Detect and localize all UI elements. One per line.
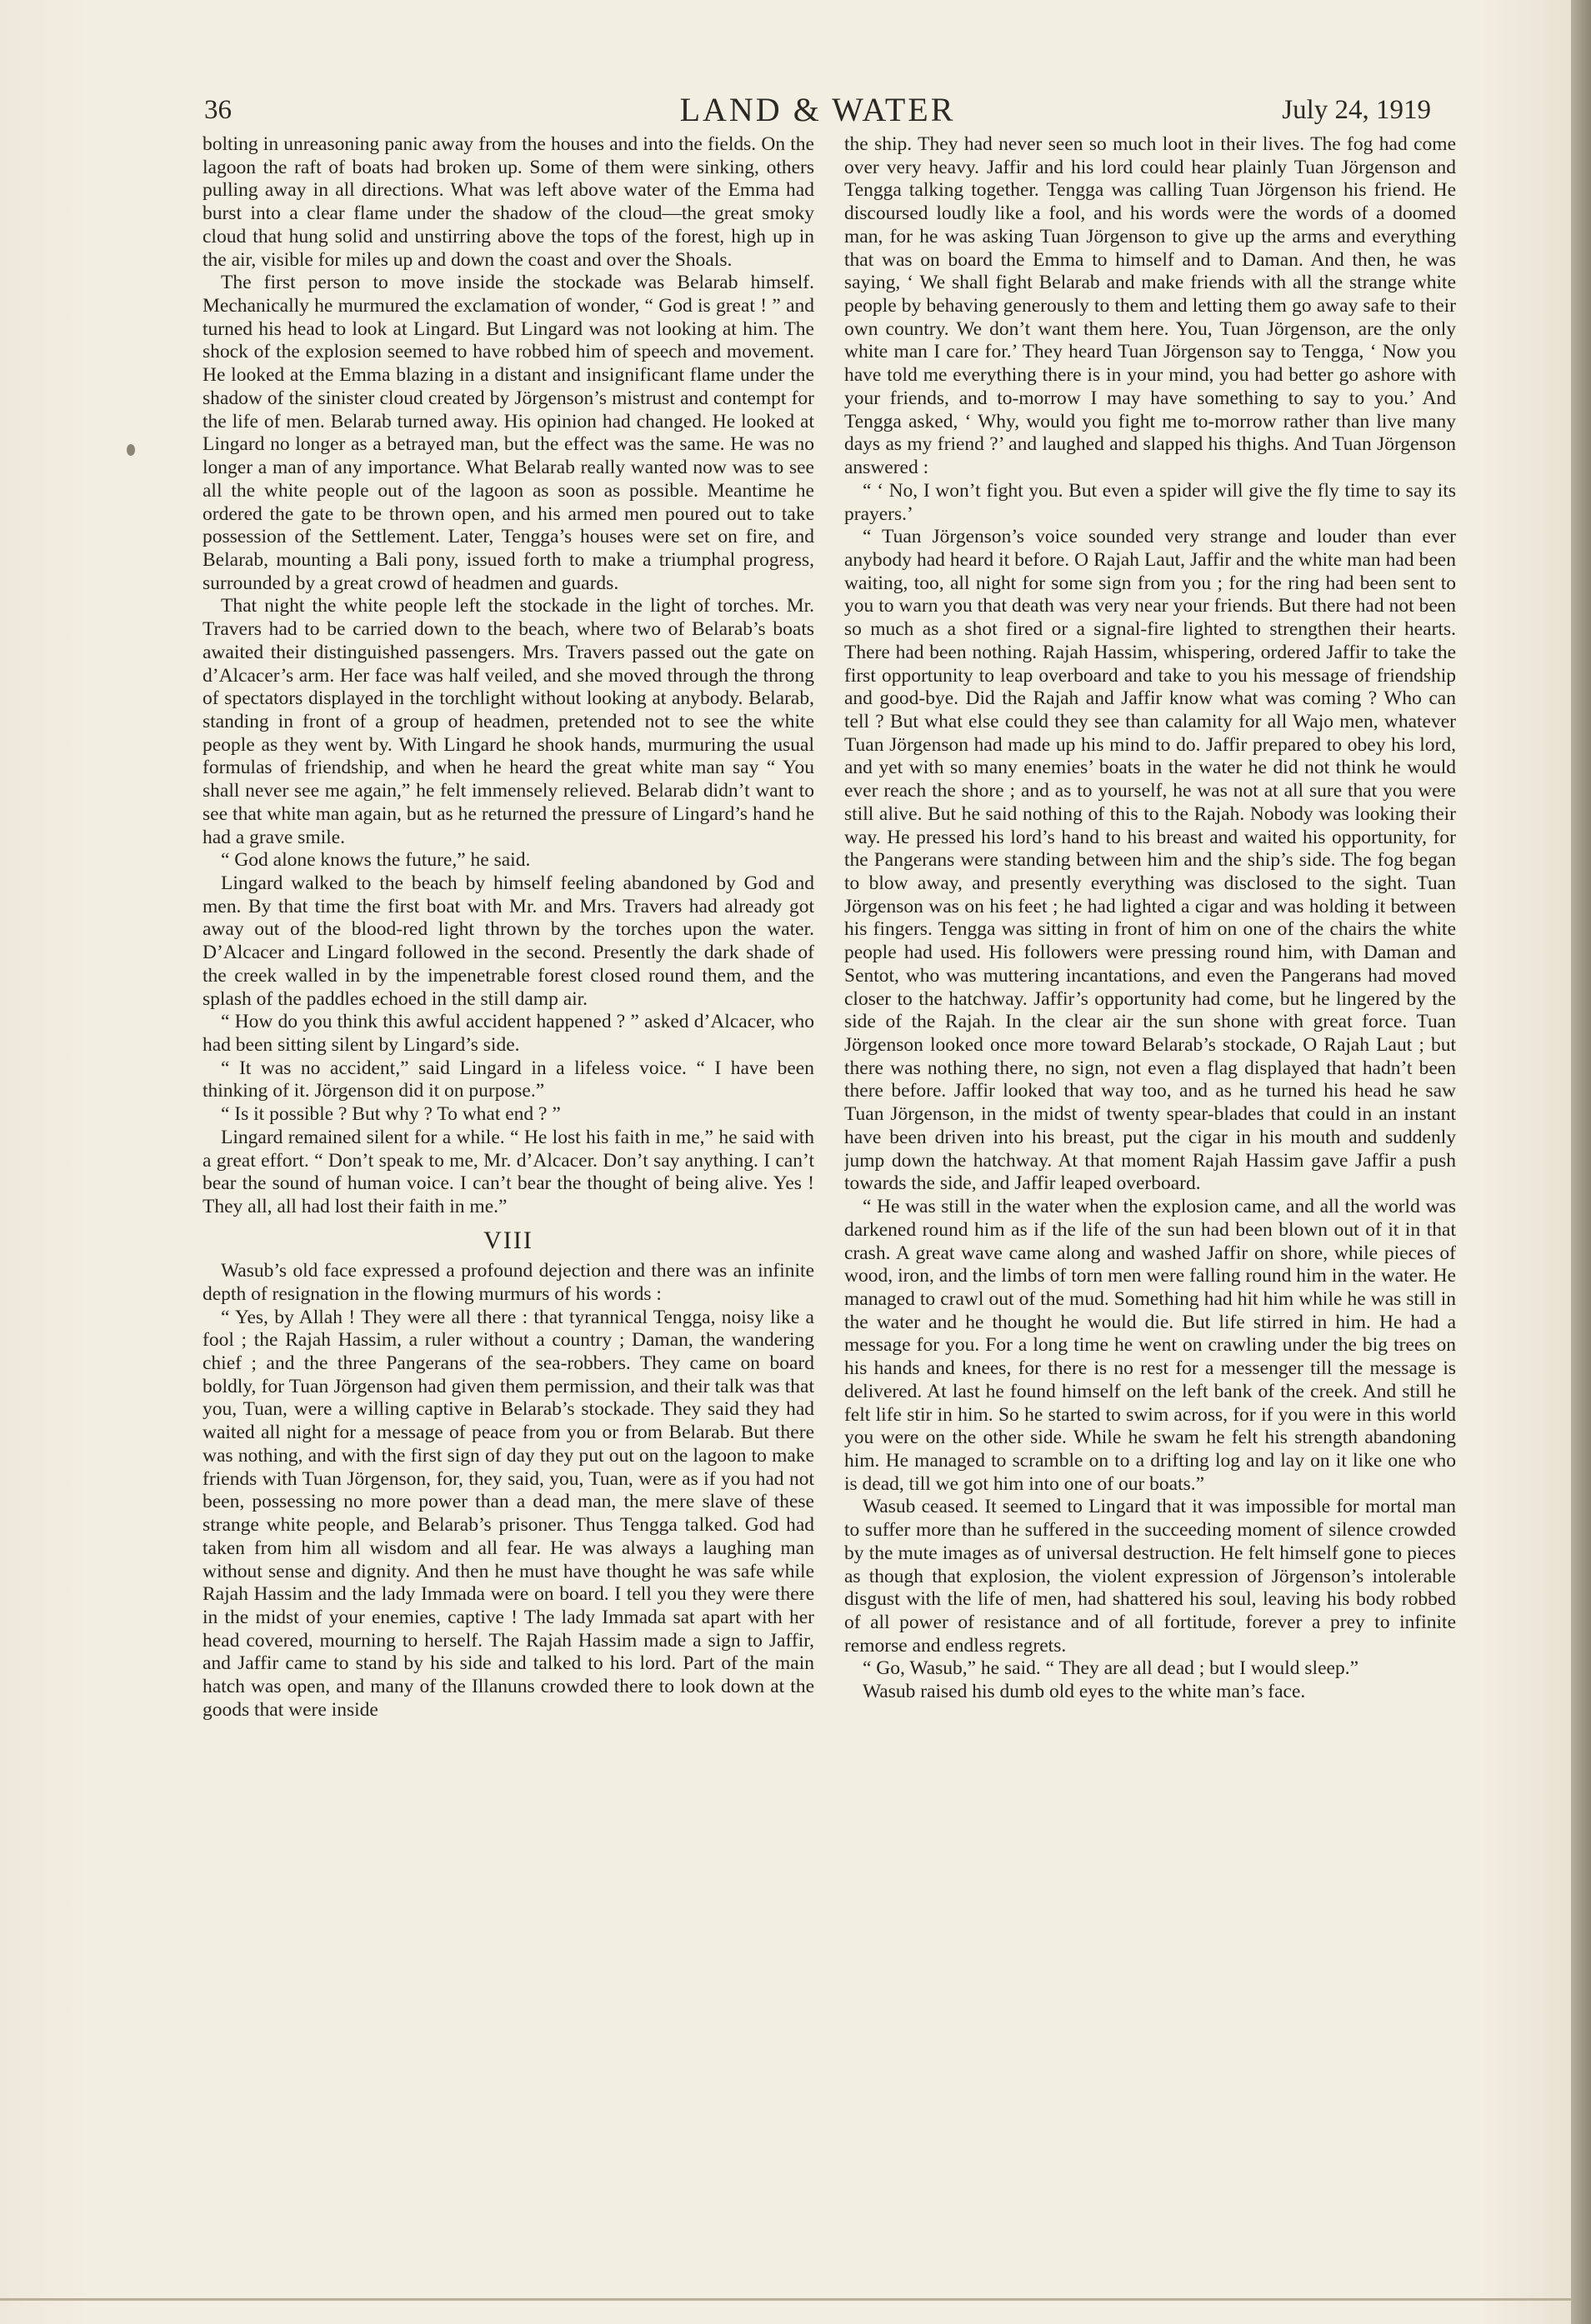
paragraph: the ship. They had never seen so much loot in their lives. The fog had come over very heavy. Jaffir and his lord could hear plainly Tuan Jörgenson and Tengga talking together. Tengga was calling Tuan Jörgenson his friend. He discoursed loudly like a fool, and his words were the words of a doomed man, for he was asking Tuan Jörgenson to give up the arms and everything that was on board the Emma to himself and to Daman. And then, he was saying, ‘ We shall fight Belarab and make friends with all the strange white people by behaving generously to them and letting them go away safe to their own country. We don’t want them here. You, Tuan Jörgenson, are the only white man I care for.’ They heard Tuan Jörgenson say to Tengga, ‘ Now you have told me everything there is in your mind, you had better go ashore with your friends, and to-morrow I may have something to say to you.’ And Tengga asked, ‘ Why, would you fight me to-morrow rather than live many days as my friend ?’ and laughed and slapped his thighs. And Tuan Jörgenson answered :: [844, 133, 1456, 479]
left-column: [203, 133, 814, 2250]
paragraph: Lingard walked to the beach by himself feeling abandoned by God and men. By that time the first boat with Mr. and Mrs. Travers had already got away out of the blood-red light thrown by the torches upon the water. D’Alcacer and Lingard followed in the second. Presently the dark shade of the creek walled in by the impenetrable forest closed round them, and the splash of the paddles echoed in the still damp air.: [203, 872, 814, 1010]
paragraph: “ It was no accident,” said Lingard in a lifeless voice. “ I have been thinking of it. Jörgenson did it on purpose.”: [203, 1057, 814, 1102]
paragraph: “ How do you think this awful accident happened ? ” asked d’Alcacer, who had been sitting silent by Lingard’s side.: [203, 1011, 814, 1057]
paragraph: Wasub ceased. It seemed to Lingard that it was impossible for mortal man to suffer more than he suffered in the succeeding moment of silence crowded by the mute images as of universal destruction. He felt himself gone to pieces as though that explosion, the violent expression of Jörgenson’s intolerable disgust with the life of men, had shattered his soul, leaving his body robbed of all power of resistance and of all fortitude, forever a prey to infinite remorse and endless regrets.: [844, 1496, 1456, 1657]
masthead-title: LAND & WATER: [679, 91, 956, 128]
paragraph: Lingard remained silent for a while. “ He lost his faith in me,” he said with a great effort. “ Don’t speak to me, Mr. d’Alcacer. Don’t say anything. I can’t bear the sound of human voice. I can’t bear the thought of being alive. Yes ! They all, all had lost their faith in me.”: [203, 1126, 814, 1218]
page-number: 36: [204, 95, 232, 125]
paragraph: That night the white people left the stockade in the light of torches. Mr. Travers had to be carried down to the beach, where two of Belarab’s boats awaited their distinguished passengers. Mrs. Travers passed out the gate on d’Alcacer’s arm. Her face was half veiled, and she moved through the throng of spectators displayed in the torchlight without looking at anybody. Belarab, standing in front of a group of headmen, pretended not to see the white people as they went by. With Lingard he shook hands, murmuring the usual formulas of friendship, and when he heard the great white man say “ You shall never see me again,” he felt immensely relieved. Belarab didn’t want to see that white man again, but as he returned the pressure of Lingard’s hand he had a grave smile.: [203, 595, 814, 848]
paragraph: “ He was still in the water when the explosion came, and all the world was darkened round him as if the life of the sun had been blown out of it in that crash. A great wave came along and washed Jaffir on shore, while pieces of wood, iron, and the limbs of torn men were falling round him in the water. He managed to crawl out of the mud. Something had hit him while he was still in the water and he thought he would die. But life stirred in him. He had a message for you. For a long time he went on crawling under the big trees on his hands and knees, for there is no rest for a messenger till the message is delivered. At last he found himself on the left bank of the creek. And still he felt life stir in him. So he started to swim across, for if you were in this world you were on the other side. While he swam he felt his strength abandoning him. He managed to scramble on to a drifting log and lay on it like one who is dead, till we got him into one of our boats.”: [844, 1196, 1456, 1495]
issue-date: July 24, 1919: [1282, 95, 1431, 125]
paragraph: Wasub raised his dumb old eyes to the white man’s face.: [863, 1681, 1306, 1703]
paragraph: “ Yes, by Allah ! They were all there : that tyrannical Tengga, noisy like a fool ; the Rajah Hassim, a ruler without a country ; Daman, the wandering chief ; and the three Pangerans of the sea-robbers. They came on board boldly, for Tuan Jörgenson had given them permission, and their talk was that you, Tuan, were a willing captive in Belarab’s stockade. They said they had waited all night for a message of peace from you or from Belarab. But there was nothing, and with the first sign of day they put out on the lagoon to make friends with Tuan Jörgenson, for, they said, you, Tuan, were as if you had not been, possessing no more power than a dead man, the mere slave of these strange white people, and Belarab’s prisoner. Thus Tengga talked. God had taken from him all wisdom and all fear. He was always a laughing man without sense and dignity. And then he must have thought he was safe while Rajah Hassim and the lady Immada were on board. I tell you they were there in the midst of your enemies, captive ! The lady Immada sat apart with her head covered, mourning to herself. The Rajah Hassim made a sign to Jaffir, and Jaffir came to stand by his side and talked to his lord. Part of the main hatch was open, and many of the Illanuns crowded there to look down at the goods that were inside: [203, 1306, 814, 1721]
chapter-heading: VIII: [483, 1226, 533, 1254]
paragraph: bolting in unreasoning panic away from the houses and into the fields. On the lagoon the raft of boats had broken up. Some of them were sinking, others pulling away in all directions. What was left above water of the Emma had burst into a clear flame under the shadow of the cloud—the great smoky cloud that hung solid and unstirring above the tops of the forest, high up in the air, visible for miles up and down the coast and over the Shoals.: [203, 133, 814, 271]
paragraph: Wasub’s old face expressed a profound dejection and there was an infinite depth of resignation in the flowing murmurs of his words :: [203, 1260, 814, 1305]
paper-blemish: [127, 444, 135, 456]
paragraph: “ God alone knows the future,” he said.: [221, 849, 531, 872]
paragraph: “ Is it possible ? But why ? To what end ? ”: [221, 1103, 561, 1126]
paragraph: “ ‘ No, I won’t fight you. But even a spider will give the fly time to say its prayers.’: [844, 479, 1456, 525]
paragraph: The first person to move inside the stockade was Belarab himself. Mechanically he murmured the exclamation of wonder, “ God is great ! ” and turned his head to look at Lingard. But Lingard was not looking at him. The shock of the explosion seemed to have robbed him of speech and movement. He looked at the Emma blazing in a distant and insignificant flame under the shadow of the sinister cloud created by Jörgenson’s mistrust and contempt for the life of men. Belarab turned away. His opinion had changed. He looked at Lingard no longer as a betrayed man, but the effect was the same. He was no longer a man of any importance. What Belarab really wanted now was to see all the white people out of the lagoon as soon as possible. Meantime he ordered the gate to be thrown open, and his armed men poured out to take possession of the Settlement. Later, Tengga’s houses were set on fire, and Belarab, mounting a Bali pony, issued forth to make a triumphal progress, surrounded by a great crowd of headmen and guards.: [203, 272, 814, 594]
right-column: [844, 133, 1456, 2250]
paragraph: “ Go, Wasub,” he said. “ They are all dead ; but I would sleep.”: [863, 1657, 1358, 1680]
binding-spine: [1571, 0, 1591, 2324]
page-header: [204, 90, 1431, 132]
page-bottom-edge: [0, 2298, 1571, 2301]
paragraph: “ Tuan Jörgenson’s voice sounded very strange and louder than ever anybody had heard it before. O Rajah Laut, Jaffir and the white man had been waiting, too, all night for some sign from you ; for the ring had been sent to you to warn you that death was very near your friends. But there had not been so much as a shot fired or a signal-fire lighted to strengthen their hearts. There had been nothing. Rajah Hassim, whispering, ordered Jaffir to take the first opportunity to leap overboard and take to you his message of friendship and good-bye. Did the Rajah and Jaffir know what was coming ? Who can tell ? But what else could they see than calamity for all Wajo men, whatever Tuan Jörgenson had made up his mind to do. Jaffir prepared to obey his lord, and yet with so many enemies’ boats in the water he did not think he would ever reach the shore ; and as to yourself, he was not at all sure that you were still alive. But he said nothing of this to the Rajah. Nobody was looking their way. He pressed his lord’s hand to his breast and waited his opportunity, for the Pangerans were standing between him and the ship’s side. The fog began to blow away, and presently everything was disclosed to the sight. Tuan Jörgenson was on his feet ; he had lighted a cigar and was holding it between his fingers. Tengga was sitting in front of him on one of the chairs the white people had used. His followers were pressing round him, with Daman and Sentot, who was muttering incantations, and even the Pangerans had moved closer to the hatchway. Jaffir’s opportunity had come, but he lingered by the side of the Rajah. In the clear air the sun shone with great force. Tuan Jörgenson looked once more toward Belarab’s stockade, O Rajah Laut ; but there was nothing there, no sign, not even a flag displayed that hadn’t been there before. Jaffir looked that way too, and as he turned his head he saw Tuan Jörgenson, in the midst of twenty spear-blades that could in an instant have been driven into his breast, put the cigar in his mouth and suddenly jump down the hatchway. At that moment Rajah Hassim gave Jaffir a push towards the side, and Jaffir leaped overboard.: [844, 526, 1456, 1195]
